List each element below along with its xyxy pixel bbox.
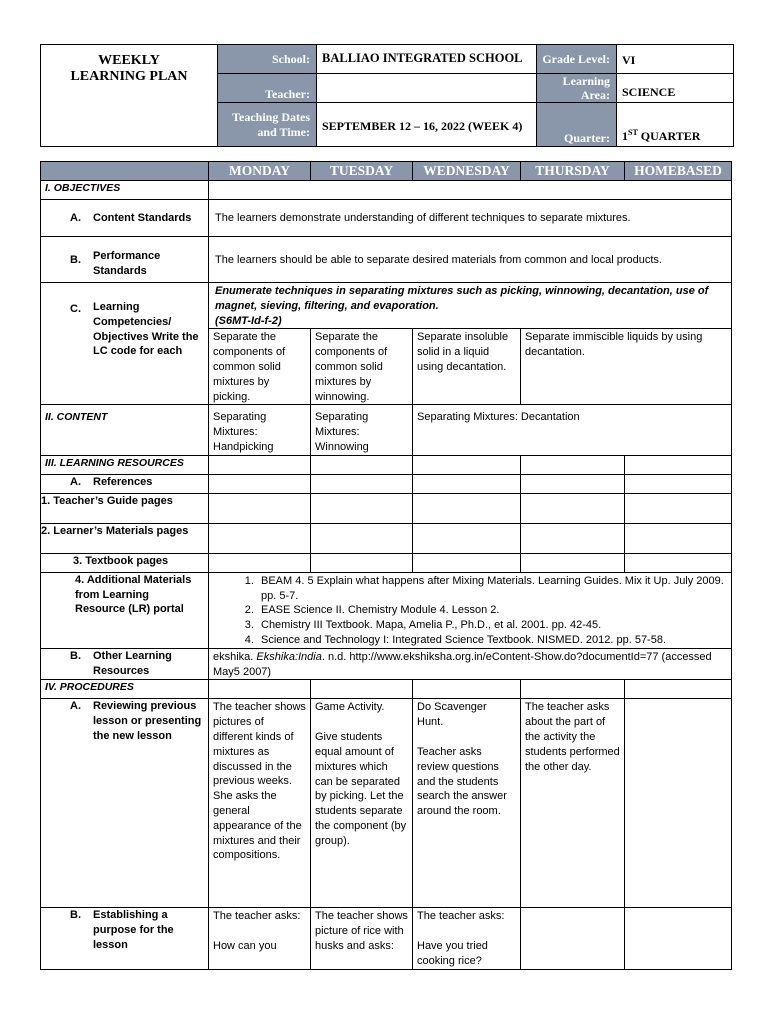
reviewing-tuesday-body: Give students equal amount of mixtures which can be separated by picking. Let the students separate the component (by group). [315,731,407,847]
empty-cell [413,474,521,493]
competency-tuesday: Separate the components of common solid mixtures by winnowing. [311,329,413,405]
citation-part-1: ekshika. [213,650,257,663]
day-tuesday: TUESDAY [311,162,413,181]
reviewing-tuesday [311,699,413,908]
empty-cell [311,523,413,553]
learning-area-value: SCIENCE [617,74,734,103]
citation-italic: Ekshika:India [256,650,322,663]
content-heading: II. CONTENT [41,405,209,455]
empty-cell [209,455,311,474]
learning-area-label: Learning Area: [537,74,617,103]
reviewing-wednesday [413,699,521,908]
empty-cell [311,455,413,474]
empty-cell [521,523,625,553]
additional-materials-list [209,572,732,648]
plan-title-line1: WEEKLY [98,53,160,68]
learning-plan-table [40,161,732,970]
empty-cell [413,493,521,523]
reviewing-lesson-label [41,699,209,908]
grade-label: Grade Level: [537,45,617,74]
competencies-heading-text: Enumerate techniques in separating mixtures such as picking, winnowing, decantation, use of magnet, sieving, filtering, and evaporation. [215,285,709,312]
additional-item-3: 3. Chemistry III Textbook. Mapa, Amelia P., Ph.D., et al. 2001. pp. 42-45. [257,618,727,633]
empty-cell [209,680,311,699]
reviewing-tuesday-title: Game Activity. [315,701,385,714]
plan-title [41,45,218,147]
competencies-text-label: Learning Competencies/ Objectives Write the LC code for each [93,301,199,358]
empty-cell [311,680,413,699]
reviewing-wednesday-body: Teacher asks review questions and the students search the answer around the room. [417,745,507,818]
empty-cell [209,523,311,553]
competencies-letter: C. [70,303,81,315]
other-resources-label [41,648,209,680]
empty-cell [413,523,521,553]
competencies-code: (S6MT-Id-f-2) [215,314,282,327]
performance-standards-label [41,237,209,283]
teaching-dates-value: SEPTEMBER 12 – 16, 2022 (WEEK 4) [317,103,537,147]
additional-materials-ol [213,574,727,648]
establishing-text: Establishing a purpose for the lesson [93,909,174,951]
additional-materials-label [41,572,209,648]
reviewing-wednesday-title: Do Scavenger Hunt. [417,701,487,729]
empty-cell [311,493,413,523]
establishing-monday-1: The teacher asks: [213,910,301,923]
learners-materials-text: 2. Learner’s Materials pages [41,524,189,537]
content-standards-label [41,200,209,237]
empty-cell [521,680,625,699]
establishing-wednesday-2: Have you tried cooking rice? [417,940,488,967]
establishing-tuesday: The teacher shows picture of rice with husks and asks: [311,908,413,969]
additional-item-4: 4. Science and Technology I: Integrated Science Textbook. NISMED. 2012. pp. 57-58. [257,633,727,648]
textbook-label [41,553,209,572]
content-monday: Separating Mixtures: Handpicking [209,405,311,455]
empty-cell [521,908,625,969]
establishing-monday-2: How can you [213,940,277,953]
quarter-suffix: ST [628,128,638,137]
empty-cell [625,474,732,493]
content-standards-text-label: Content Standards [93,211,192,224]
references-text: References [93,475,153,488]
competencies-heading [209,283,732,329]
empty-cell [209,493,311,523]
learners-materials-label [41,523,209,553]
establishing-purpose-label [41,908,209,969]
grade-value: VI [617,45,734,74]
additional-materials-text: 4. Additional Materials from Learning Resource (LR) portal [75,573,192,616]
resources-heading: III. LEARNING RESOURCES [41,455,209,474]
performance-standards-text: The learners should be able to separate desired materials from common and local products. [209,237,732,283]
citation-part-2: . n.d. http://www.ekshiksha.org.in/eContent-Show.do?documentId=77 (accessed May5 2007) [213,650,712,678]
empty-cell [311,474,413,493]
teacher-label: Teacher: [218,74,317,103]
references-label [41,474,209,493]
reviewing-monday: The teacher shows pictures of different kinds of mixtures as discussed in the previous weeks. She asks the general appearance of the mixtures and their compositions. [209,699,311,908]
reviewing-thursday: The teacher asks about the part of the activity the students performed the other day. [521,699,625,908]
competency-monday: Separate the components of common solid mixtures by picking. [209,329,311,405]
quarter-number: 1 [622,129,628,143]
empty-cell [521,493,625,523]
empty-cell [209,553,311,572]
quarter-value [617,103,734,147]
additional-item-1: 1. BEAM 4. 5 Explain what happens after Mixing Materials. Learning Guides. Mix it Up. July 2009. pp. 5-7. [257,574,727,604]
references-letter: A. [70,475,81,488]
teaching-dates-label: Teaching Dates and Time: [218,103,317,147]
performance-standards-letter: B. [70,254,81,266]
reviewing-letter: A. [70,700,81,713]
establishing-monday [209,908,311,969]
day-homebased: HOMEBASED [625,162,732,181]
quarter-label: Quarter: [537,103,617,147]
other-resources-letter: B. [70,649,81,662]
establishing-letter: B. [70,909,81,922]
teachers-guide-label [41,493,209,523]
empty-cell [625,523,732,553]
empty-cell [311,553,413,572]
school-label: School: [218,45,317,74]
empty-cell [209,474,311,493]
plan-title-line2: LEARNING PLAN [70,69,188,84]
empty-cell [413,455,521,474]
empty-cell [625,455,732,474]
competency-thursday: Separate immiscible liquids by using decantation. [521,329,732,405]
day-wednesday: WEDNESDAY [413,162,521,181]
textbook-text: 3. Textbook pages [73,554,169,567]
objectives-heading: I. OBJECTIVES [41,181,209,200]
teacher-value [317,74,537,103]
competency-wednesday: Separate insoluble solid in a liquid using decantation. [413,329,521,405]
day-header-blank [41,162,209,181]
teachers-guide-text: 1. Teacher’s Guide pages [41,494,173,507]
empty-cell [625,493,732,523]
day-thursday: THURSDAY [521,162,625,181]
empty-cell [521,474,625,493]
empty-cell [521,553,625,572]
empty-cell [413,680,521,699]
reviewing-homebased [625,699,732,908]
additional-item-2: 2. EASE Science II. Chemistry Module 4. Lesson 2. [257,603,727,618]
empty-cell [521,455,625,474]
other-resources-citation [209,648,732,680]
empty-cell [625,908,732,969]
school-value: BALLIAO INTEGRATED SCHOOL [317,45,537,74]
objectives-blank [209,181,732,200]
header-table [40,44,734,147]
performance-standards-text-label: Performance Standards [93,250,161,277]
content-standards-text: The learners demonstrate understanding of different techniques to separate mixtures. [209,200,732,237]
content-wednesday: Separating Mixtures: Decantation [413,405,732,455]
quarter-word: QUARTER [637,129,701,143]
content-tuesday: Separating Mixtures: Winnowing [311,405,413,455]
day-monday: MONDAY [209,162,311,181]
other-resources-text: Other Learning Resources [93,649,172,677]
content-standards-letter: A. [70,211,81,224]
reviewing-text: Reviewing previous lesson or presenting the new lesson [93,700,202,742]
procedures-heading: IV. PROCEDURES [41,680,209,699]
competencies-label [41,283,209,405]
empty-cell [625,680,732,699]
empty-cell [625,553,732,572]
establishing-wednesday-1: The teacher asks: [417,910,505,923]
empty-cell [413,553,521,572]
establishing-wednesday [413,908,521,969]
